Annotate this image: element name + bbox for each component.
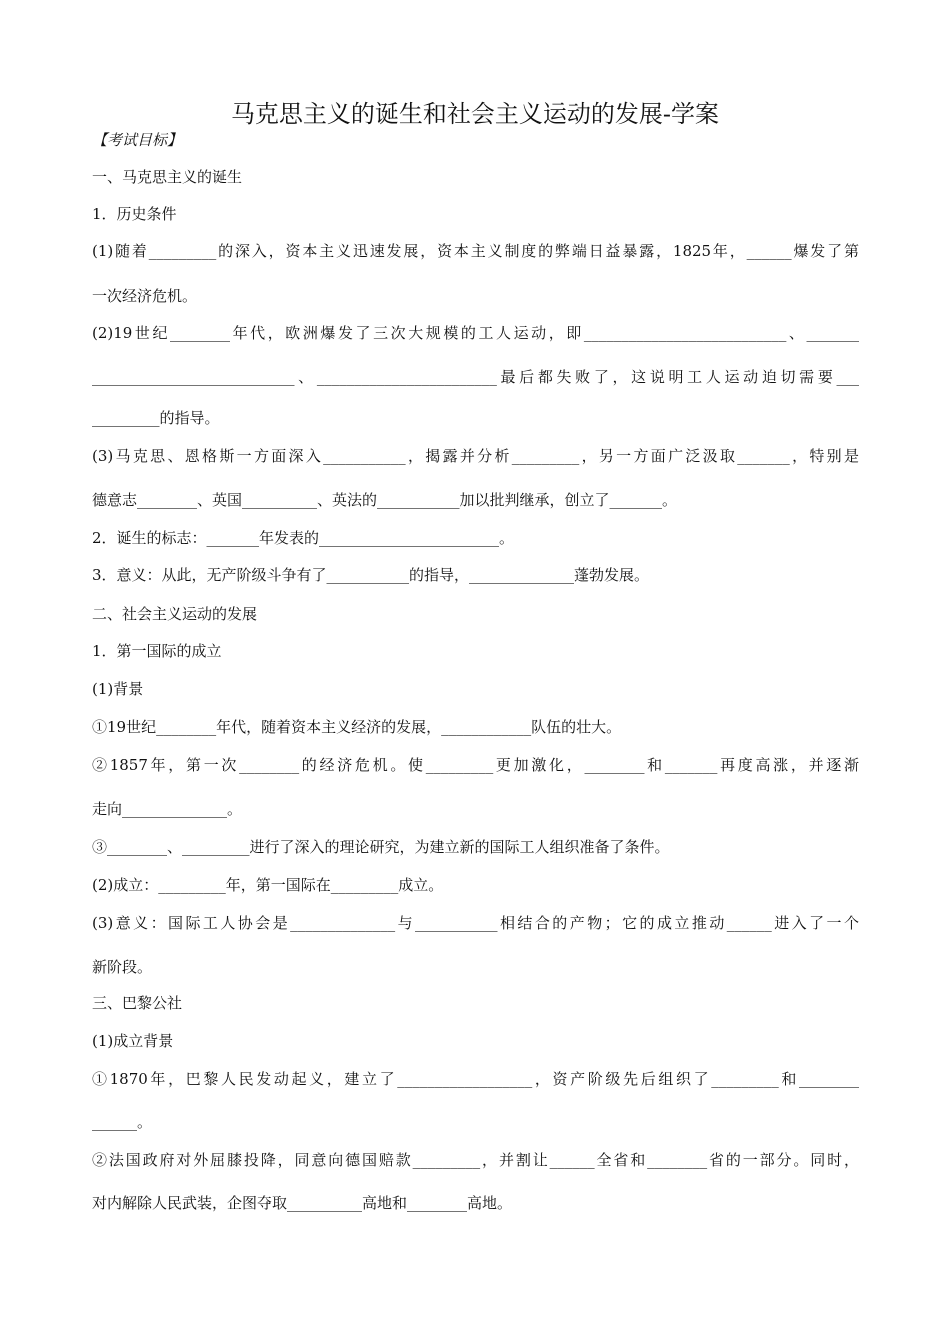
section-heading-2: 二、社会主义运动的发展 [92, 605, 258, 623]
subsection-heading: (1)成立背景 [92, 1032, 174, 1050]
paragraph-line: 一次经济危机。 [92, 287, 198, 305]
page-title: 马克思主义的诞生和社会主义运动的发展-学案 [230, 100, 720, 128]
exam-objectives-heading: 【考试目标】 [92, 131, 183, 149]
section-heading-1: 一、马克思主义的诞生 [92, 168, 243, 186]
paragraph-line: ②法国政府对外屈膝投降，同意向德国赔款_________，并割让______全省和________省的一部分。同时， [92, 1151, 859, 1169]
paragraph-line: 2．诞生的标志：_______年发表的________________________。 [92, 529, 515, 547]
paragraph-line: _________的指导。 [92, 409, 220, 427]
paragraph-line: ___________________________、________________________最后都失败了，这说明工人运动迫切需要___ [92, 368, 859, 386]
paragraph-line: (3)意义：国际工人协会是______________与___________相结合的产物；它的成立推动______进入了一个 [92, 914, 859, 932]
paragraph-line: ①19世纪________年代，随着资本主义经济的发展，____________队伍的壮大。 [92, 718, 622, 736]
subsection-heading: 1．历史条件 [92, 205, 177, 223]
paragraph-line: ①1870年，巴黎人民发动起义，建立了__________________，资产阶级先后组织了_________和________ [92, 1070, 859, 1088]
section-heading-3: 三、巴黎公社 [92, 994, 183, 1012]
paragraph-line: (2)19世纪________年代，欧洲爆发了三次大规模的工人运动，即___________________________、_______ [92, 324, 859, 342]
paragraph-line: 走向______________。 [92, 800, 243, 818]
paragraph-line: 对内解除人民武装，企图夺取__________高地和________高地。 [92, 1194, 513, 1212]
subsection-heading: 1．第一国际的成立 [92, 642, 222, 660]
paragraph-line: ③________、_________进行了深入的理论研究，为建立新的国际工人组织准备了条件。 [92, 838, 670, 856]
paragraph-line: ②1857年，第一次________的经济危机。使_________更加激化，________和_______再度高涨，并逐渐 [92, 756, 859, 774]
subsection-heading: (1)背景 [92, 680, 144, 698]
paragraph-line: (2)成立：_________年，第一国际在_________成立。 [92, 876, 444, 894]
paragraph-line: 3．意义：从此，无产阶级斗争有了___________的指导，______________蓬勃发展。 [92, 566, 650, 584]
paragraph-line: ______。 [92, 1113, 153, 1131]
paragraph-line: (1)随着_________的深入，资本主义迅速发展，资本主义制度的弊端日益暴露，1825年，______爆发了第 [92, 242, 859, 260]
paragraph-line: 德意志________、英国__________、英法的___________加以批判继承，创立了_______。 [92, 491, 678, 509]
paragraph-line: 新阶段。 [92, 958, 153, 976]
paragraph-line: (3)马克思、恩格斯一方面深入___________，揭露并分析_________，另一方面广泛汲取_______，特别是 [92, 447, 859, 465]
